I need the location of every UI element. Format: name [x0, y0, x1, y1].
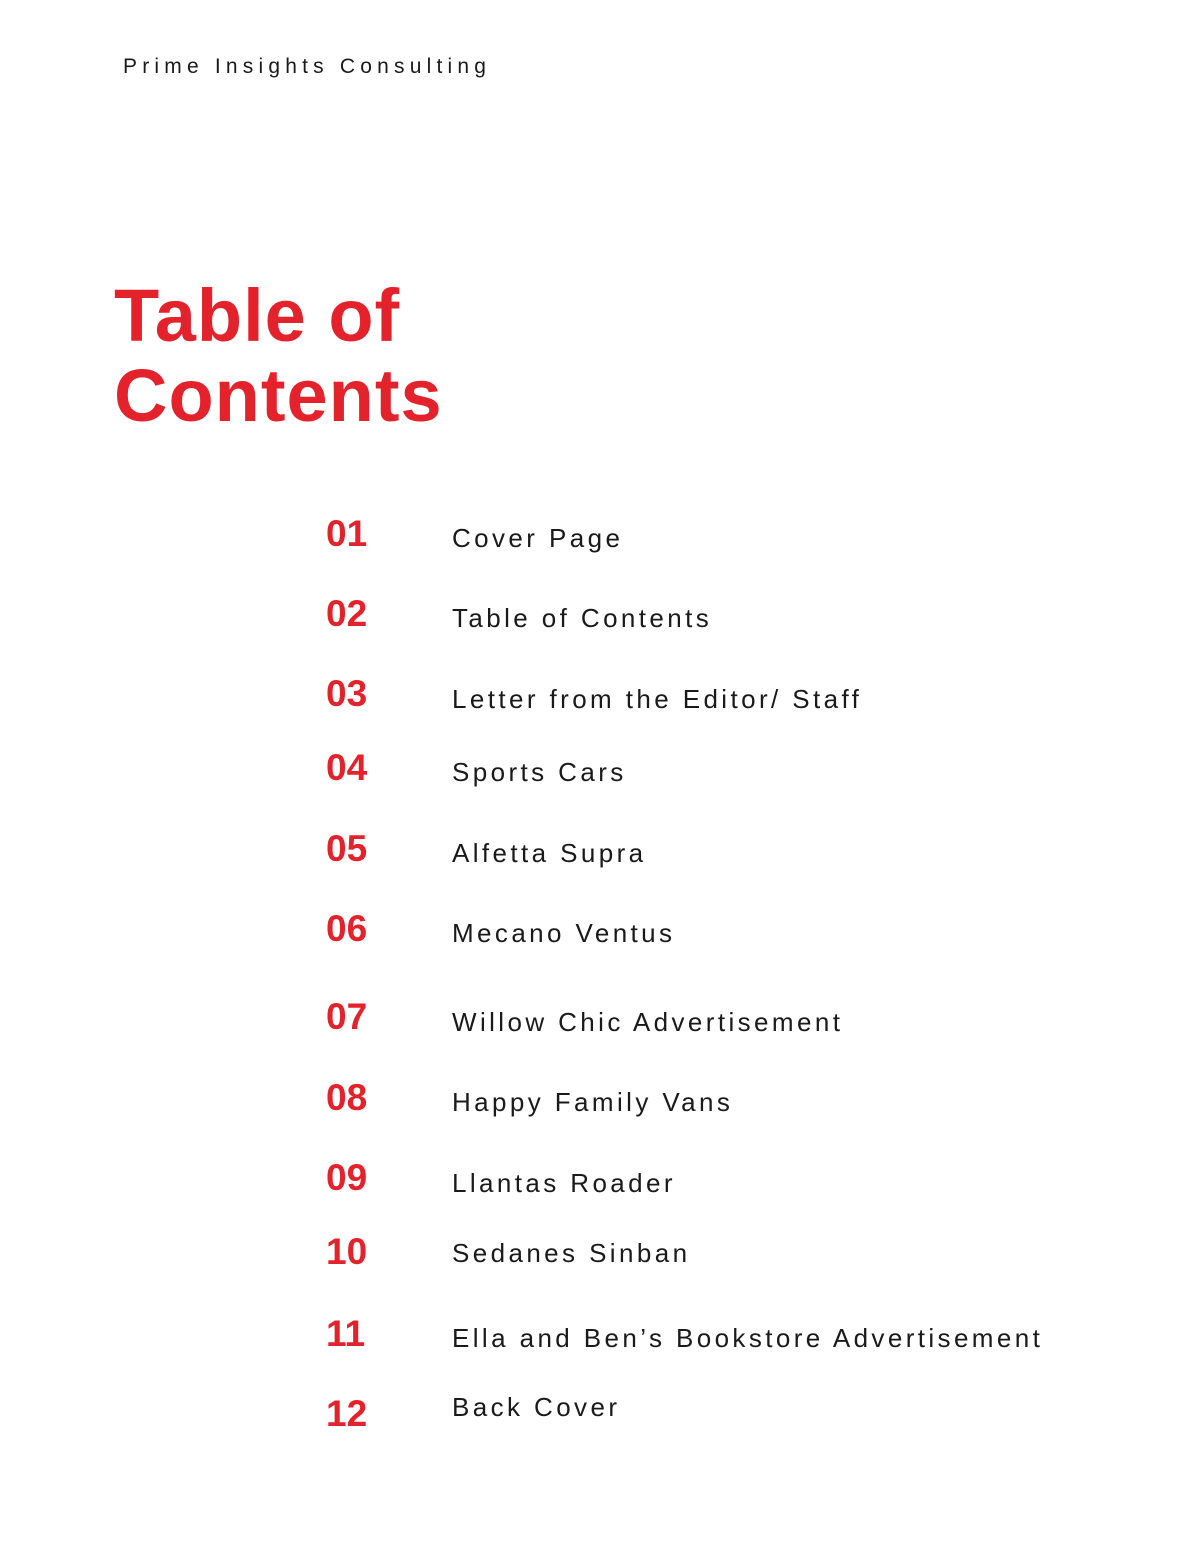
- toc-item: [0, 1233, 1200, 1293]
- toc-item-number: 11: [326, 1313, 366, 1354]
- toc-item-label: Sports Cars: [452, 757, 627, 787]
- page-title-line-1: Table of: [114, 274, 401, 357]
- toc-item: [0, 910, 1200, 970]
- toc-item: [0, 515, 1200, 575]
- toc-item-label: Back Cover: [452, 1392, 621, 1422]
- toc-item-number: 04: [326, 747, 368, 788]
- toc-item: [0, 595, 1200, 655]
- toc-item-number: 09: [326, 1157, 368, 1198]
- toc-item-label: Alfetta Supra: [452, 838, 647, 868]
- toc-item-number: 02: [326, 593, 368, 634]
- toc-item-number: 12: [326, 1393, 368, 1434]
- brand-name: Prime Insights Consulting: [123, 55, 492, 78]
- toc-item: [0, 1159, 1200, 1219]
- toc-item-number: 01: [326, 513, 368, 554]
- toc-item-label: Willow Chic Advertisement: [452, 1007, 844, 1037]
- toc-item: [0, 1315, 1200, 1375]
- toc-item: [0, 998, 1200, 1058]
- toc-item: [0, 675, 1200, 735]
- toc-item-label: Ella and Ben’s Bookstore Advertisement: [452, 1323, 1044, 1353]
- toc-item-number: 06: [326, 908, 368, 949]
- toc-item: [0, 830, 1200, 890]
- page-title-line-2: Contents: [114, 354, 443, 437]
- toc-item-number: 08: [326, 1077, 368, 1118]
- toc-item-label: Letter from the Editor/ Staff: [452, 684, 863, 714]
- toc-item-label: Happy Family Vans: [452, 1087, 734, 1117]
- toc-item-label: Mecano Ventus: [452, 918, 676, 948]
- toc-item-label: Cover Page: [452, 523, 624, 553]
- toc-item-number: 07: [326, 996, 368, 1037]
- toc-item-label: Llantas Roader: [452, 1168, 676, 1198]
- toc-item: [0, 749, 1200, 809]
- toc-item-label: Sedanes Sinban: [452, 1238, 691, 1268]
- toc-item-number: 10: [326, 1231, 368, 1272]
- toc-item: [0, 1079, 1200, 1139]
- toc-item-number: 03: [326, 673, 368, 714]
- toc-item-number: 05: [326, 828, 368, 869]
- toc-item: [0, 1392, 1200, 1455]
- toc-item-label: Table of Contents: [452, 603, 713, 633]
